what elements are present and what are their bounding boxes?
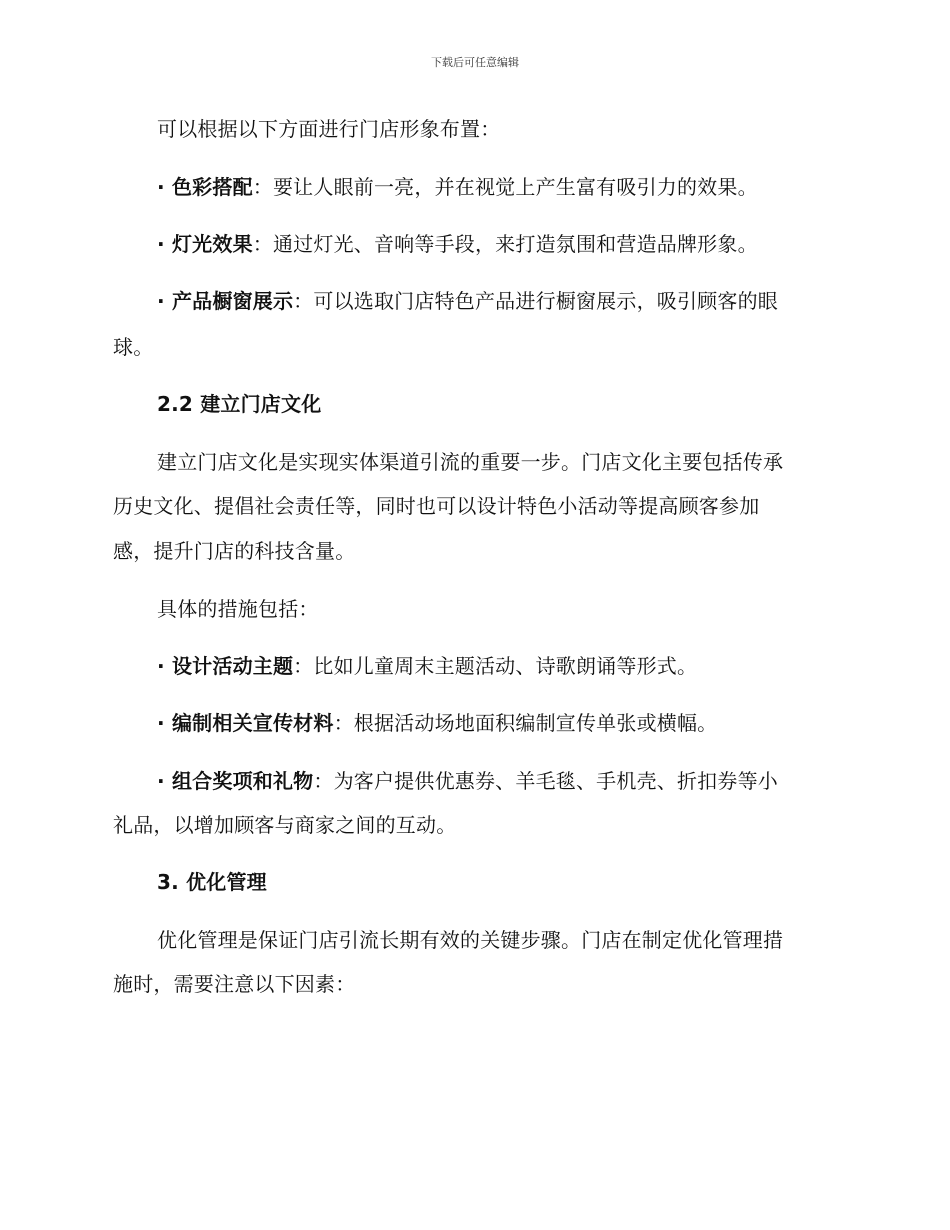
- bullet-mark: ·: [157, 654, 172, 678]
- bullet-text: 比如儿童周末主题活动、诗歌朗诵等形式。: [313, 654, 698, 678]
- bullet-term: 产品橱窗展示: [171, 289, 294, 313]
- bullet-term: 组合奖项和礼物: [171, 769, 314, 793]
- bullet-term: 色彩搭配: [171, 175, 253, 199]
- bullet-sep: ：: [293, 289, 314, 313]
- bullet-term: 编制相关宣传材料: [171, 711, 334, 735]
- section-heading-3: 3. 优化管理: [157, 870, 267, 894]
- bullet-mark: ·: [157, 289, 172, 313]
- bullet-term: 设计活动主题: [171, 654, 294, 678]
- bullet-lighting: [157, 230, 758, 258]
- bullet-window-display: [157, 287, 778, 315]
- bullet-sep: ：: [252, 232, 273, 256]
- bullet-sep: ：: [252, 175, 273, 199]
- bullet-term: 灯光效果: [171, 232, 253, 256]
- bullet-sep: ：: [293, 654, 314, 678]
- measures-intro: 具体的措施包括：: [157, 597, 319, 621]
- bullet-color-scheme: [157, 173, 758, 201]
- bullet-prizes-gifts-cont: 礼品，以增加顾客与商家之间的互动。: [113, 813, 457, 837]
- bullet-prizes-gifts: [157, 767, 778, 795]
- intro-text: 可以根据以下方面进行门店形象布置：: [157, 117, 501, 141]
- bullet-text: 要让人眼前一亮，并在视觉上产生富有吸引力的效果。: [272, 175, 758, 199]
- bullet-mark: ·: [157, 711, 172, 735]
- paragraph-line: 优化管理是保证门店引流长期有效的关键步骤。门店在制定优化管理措: [157, 928, 784, 952]
- bullet-mark: ·: [157, 232, 172, 256]
- bullet-sep: ：: [333, 711, 354, 735]
- bullet-text: 通过灯光、音响等手段，来打造氛围和营造品牌形象。: [272, 232, 758, 256]
- bullet-text: 为客户提供优惠券、羊毛毯、手机壳、折扣券等小: [333, 769, 778, 793]
- paragraph-line: 感，提升门店的科技含量。: [113, 539, 356, 563]
- paragraph-line: 建立门店文化是实现实体渠道引流的重要一步。门店文化主要包括传承: [157, 450, 784, 474]
- section-heading-2-2: 2.2 建立门店文化: [157, 392, 322, 416]
- bullet-text: 根据活动场地面积编制宣传单张或横幅。: [353, 711, 718, 735]
- bullet-mark: ·: [157, 175, 172, 199]
- page-header: 下载后可任意编辑: [431, 56, 519, 69]
- bullet-promo-materials: [157, 709, 717, 737]
- bullet-mark: ·: [157, 769, 172, 793]
- bullet-window-display-cont: 球。: [113, 335, 154, 359]
- paragraph-line: 施时，需要注意以下因素：: [113, 972, 356, 996]
- paragraph-line: 历史文化、提倡社会责任等，同时也可以设计特色小活动等提高顾客参加: [113, 494, 760, 518]
- bullet-text: 可以选取门店特色产品进行橱窗展示，吸引顾客的眼: [313, 289, 778, 313]
- bullet-sep: ：: [313, 769, 334, 793]
- bullet-activity-theme: [157, 652, 697, 680]
